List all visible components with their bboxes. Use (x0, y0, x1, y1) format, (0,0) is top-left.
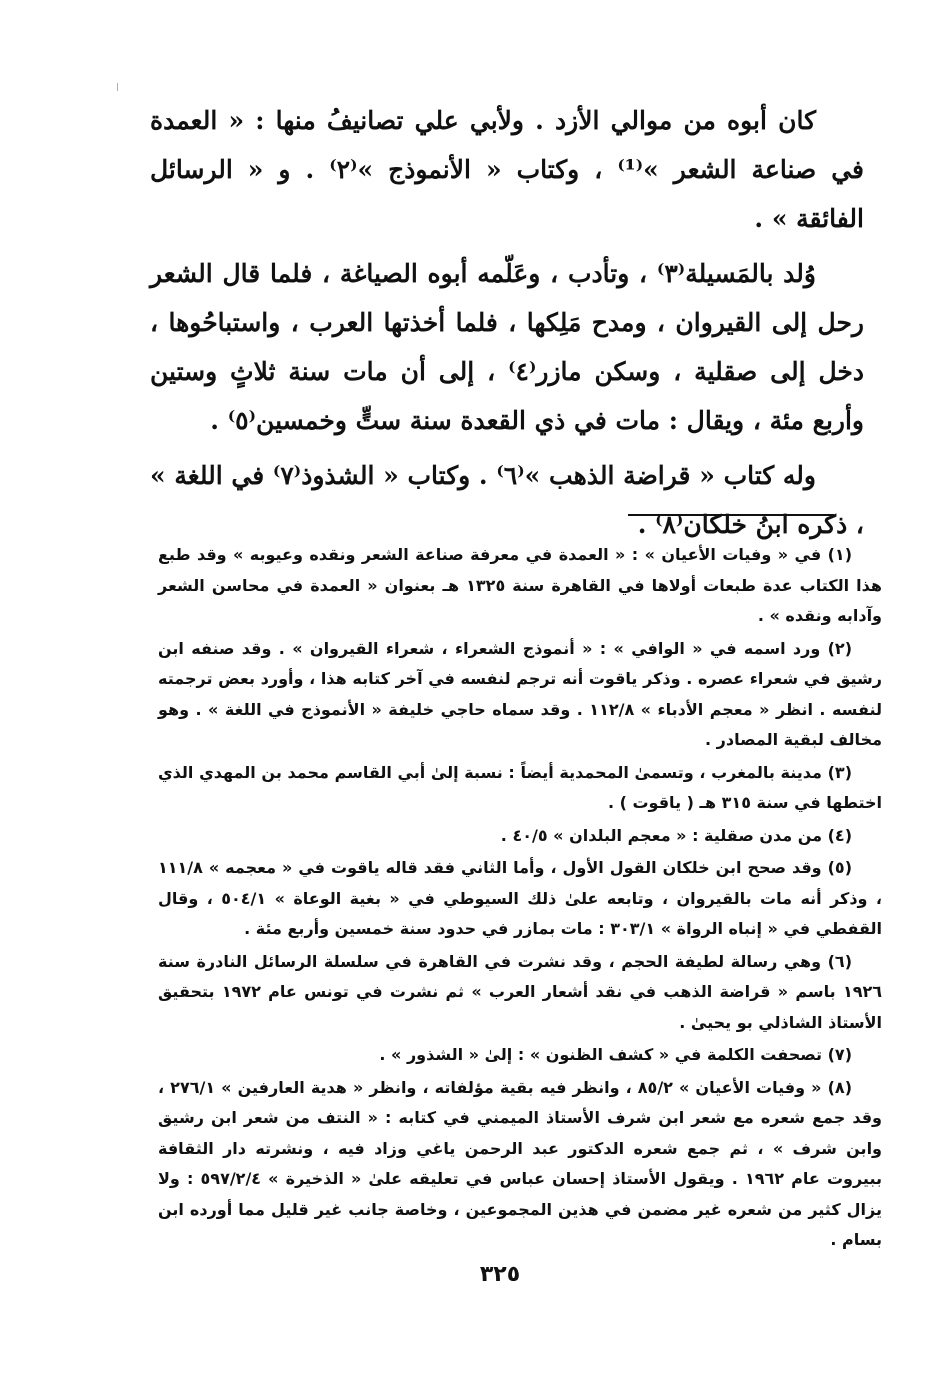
footnote-5: (٥) وقد صحح ابن خلكان القول الأول ، وأما الثاني فقد قاله ياقوت في « معجمه » ١١١/٨ ، وذكر أنه مات بالقيروان ، وتابعه علىٰ ذلك السيوطي في « بغية الوعاة » ٥٠٤/١ ، وقال القفطي في « إنباه الرواة » ٣٠٣/١ : مات بمازر في حدود سنة خمسين وأربع مئة . (158, 858, 883, 938)
footnote-4: (٤) من مدن صقلية : « معجم البلدان » ٤٠/٥ . (500, 825, 852, 845)
footnote-7: (٧) تصحفت الكلمة في « كشف الظنون » : إلىٰ « الشذور » . (379, 1045, 852, 1064)
footnotes (158, 540, 882, 1258)
body-paragraph-1: كان أبوه من موالي الأزد . ولأبي علي تصانيفُ منها : « العمدة في صناعة الشعر »⁽¹⁾ ، وكتاب « الأنموذج »⁽٢⁾ . و « الرسائل الفائقة » . (150, 106, 864, 233)
scan-speck (117, 83, 118, 91)
footnote-1: (١) في « وفيات الأعيان » : « العمدة في معرفة صناعة الشعر ونقده وعيوبه » وقد طبع هذا الكتاب عدة طبعات أولاها في القاهرة سنة ١٣٢٥ هـ بعنوان « العمدة في محاسن الشعر وآدابه ونقده » . (158, 545, 882, 625)
footnote-3: (٣) مدينة بالمغرب ، وتسمىٰ المحمدية أيضاً : نسبة إلىٰ أبي القاسم محمد بن المهدي الذي اختطها في سنة ٣١٥ هـ ( ياقوت ) . (158, 762, 882, 812)
footnote-separator (628, 514, 834, 516)
main-text (150, 96, 864, 555)
body-paragraph-2: وُلد بالمَسيلة⁽٣⁾ ، وتأدب ، وعَلّمه أبوه الصياغة ، فلما قال الشعر رحل إلى القيروان ، ومدح مَلِكها ، فلما أخذتها العرب ، واستباحُوها ، دخل إلى صقلية ، وسكن مازر⁽٤⁾ ، إلى أن مات سنة ثلاثٍ وستين وأربع مئة ، ويقال : مات في ذي القعدة سنة ستٍّ وخمسين⁽٥⁾ . (150, 259, 864, 435)
body-paragraph-3: وله كتاب « قراضة الذهب »⁽٦⁾ . وكتاب « الشذوذ⁽٧⁾ في اللغة » ، ذكره ابنُ خلكان⁽٨⁾ . (150, 461, 864, 539)
footnote-2: (٢) ورد اسمه في « الوافي » : « أنموذج الشعراء ، شعراء القيروان » . وقد صنفه ابن رشيق في شعراء عصره . وذكر ياقوت أنه ترجم لنفسه في آخر كتابه هذا ، وأورد بعض ترجمته لنفسه . انظر « معجم الأدباء » ١١٢/٨ . وقد سماه حاجي خليفة « الأنموذج في اللغة » . وهو مخالف لبقية المصادر . (158, 638, 883, 749)
footnote-6: (٦) وهي رسالة لطيفة الحجم ، وقد نشرت في القاهرة في سلسلة الرسائل النادرة سنة ١٩٢٦ باسم « قراضة الذهب في نقد أشعار العرب » ثم نشرت في تونس عام ١٩٧٢ بتحقيق الأستاذ الشاذلي بو يحيىٰ . (158, 951, 883, 1032)
page-number: ٣٢٥ (479, 1262, 521, 1287)
footnote-8: (٨) « وفيات الأعيان » ٨٥/٢ ، وانظر فيه بقية مؤلفاته ، وانظر « هدية العارفين » ٢٧٦/١ ، وقد جمع شعره مع شعر ابن شرف الأستاذ الميمني في كتابه : « النتف من شعر ابن رشيق وابن شرف » ، ثم جمع شعره الدكتور عبد الرحمن ياغي وزاد فيه ، ونشرته دار الثقافة ببيروت عام ١٩٦٢ . ويقول الأستاذ إحسان عباس في تعليقه علىٰ « الذخيرة » ٥٩٧/٢/٤ : ولا يزال كثير من شعره غير مضمن في هذين المجموعين ، وخاصة جانب غير قليل مما أورده ابن بسام . (158, 1077, 883, 1249)
